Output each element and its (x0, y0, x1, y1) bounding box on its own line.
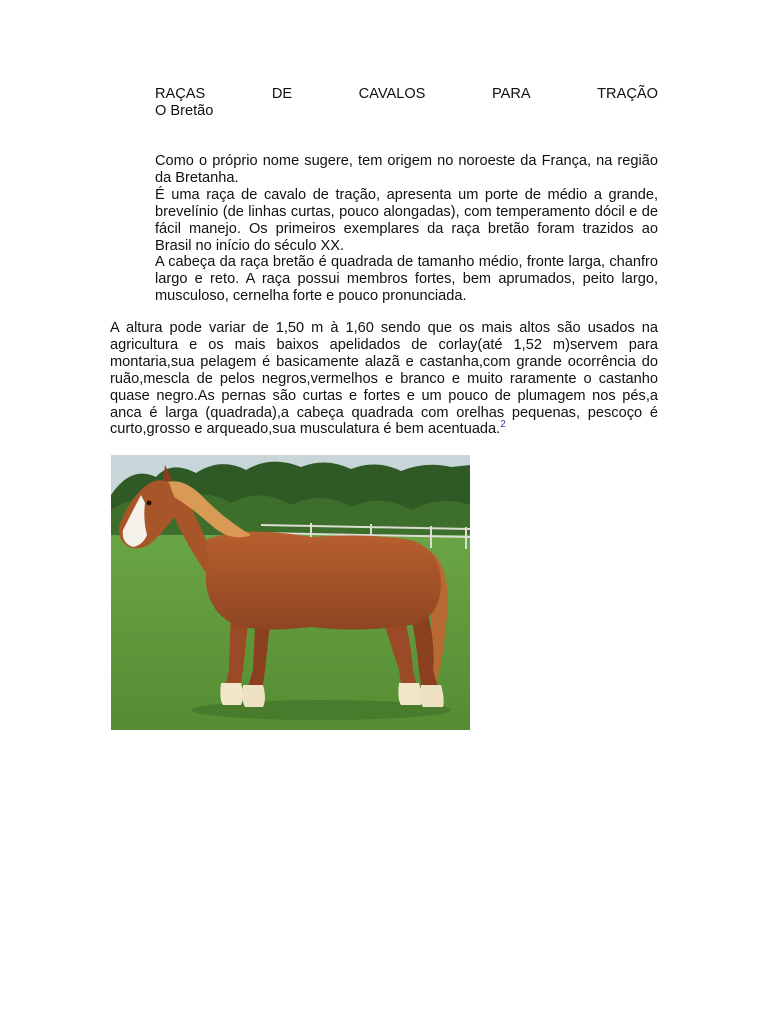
main-paragraph: A altura pode variar de 1,50 m à 1,60 sendo que os mais altos são usados na agricultura e os mais baixos apelidados de corlay(até 1,52 m)servem para montaria,sua pelagem é basicamente alazã e castanha,com grande ocorrência do ruão,mescla de pelos negros,vermelhos e branco e muito raramente o castanho quase negro.As pernas são curtas e fortes e um pouco de plumagem nos pés,a anca é larga (quadrada),a cabeça quadrada com orelhas pequenas, pescoço é curto,grosso e arqueado,sua musculatura é bem acentuada. (110, 320, 658, 438)
title-word: TRAÇÃO (597, 86, 658, 102)
intro-paragraph-origin: Como o próprio nome sugere, tem origem no noroeste da França, na região da Bretanha. (155, 153, 658, 186)
heading-block (155, 86, 658, 120)
title-word: CAVALOS (358, 86, 426, 102)
title-word: RAÇAS (155, 86, 206, 102)
document-subtitle: O Bretão (155, 102, 214, 119)
horse-photo (111, 455, 470, 730)
document-title (155, 86, 658, 103)
horse-illustration (111, 455, 470, 730)
title-word: DE (271, 86, 293, 102)
intro-section (155, 153, 658, 305)
title-word: PARA (491, 86, 531, 102)
main-paragraph-container (110, 320, 658, 438)
footnote-reference-link[interactable]: 2 (500, 419, 506, 431)
intro-paragraph-description: É uma raça de cavalo de tração, apresenta um porte de médio a grande, brevelínio (de linhas curtas, pouco alongadas), com temperamento dócil e de fácil manejo. Os primeiros exemplares da raça bretão foram trazidos ao Brasil no início do século XX. (155, 186, 658, 254)
intro-paragraph-head: A cabeça da raça bretão é quadrada de tamanho médio, fronte larga, chanfro largo e reto. A raça possui membros fortes, bem aprumados, peito largo, musculoso, cernelha forte e pouco pronunciada. (155, 254, 658, 305)
